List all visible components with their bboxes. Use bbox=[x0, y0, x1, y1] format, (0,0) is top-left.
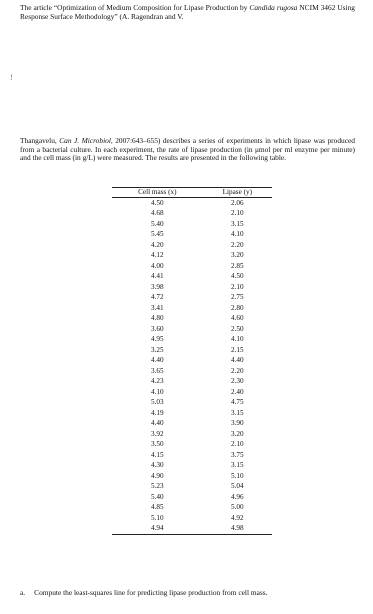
table-row bbox=[112, 429, 272, 439]
table-row bbox=[112, 292, 272, 302]
header-cell-mass: Cell mass (x) bbox=[112, 188, 203, 198]
table-row bbox=[112, 229, 272, 239]
lipase-cell: 4.60 bbox=[231, 314, 244, 323]
table-row bbox=[112, 460, 272, 470]
continued-text-a: Thangavelu, bbox=[20, 136, 60, 145]
table-row bbox=[112, 502, 272, 512]
table-header-row bbox=[112, 188, 272, 198]
lipase-cell: 2.80 bbox=[231, 303, 244, 312]
cell-mass-cell: 4.30 bbox=[151, 461, 164, 470]
table-row bbox=[112, 492, 272, 502]
cell-mass-cell: 4.72 bbox=[151, 293, 164, 302]
lipase-cell: 5.10 bbox=[231, 471, 244, 480]
question-text: Compute the least-squares line for predicting lipase production from cell mass. bbox=[34, 588, 268, 597]
cell-mass-cell: 4.80 bbox=[151, 314, 164, 323]
margin-mark: ! bbox=[10, 73, 13, 82]
table-row bbox=[112, 313, 272, 323]
lipase-cell: 4.98 bbox=[203, 523, 272, 534]
intro-text-b: NCIM 3462 Using Response Surface Methodology” (A. Ragendran and V. bbox=[20, 3, 356, 21]
lipase-cell: 2.06 bbox=[231, 199, 244, 207]
cell-mass-cell: 3.98 bbox=[151, 282, 164, 291]
table-row bbox=[112, 208, 272, 218]
table-row bbox=[112, 439, 272, 449]
table-row bbox=[112, 397, 272, 407]
lipase-cell: 2.10 bbox=[231, 209, 244, 218]
intro-paragraph bbox=[20, 4, 355, 21]
lipase-cell: 4.92 bbox=[231, 513, 244, 522]
cell-mass-cell: 4.90 bbox=[151, 471, 164, 480]
table-row bbox=[112, 219, 272, 229]
lipase-cell: 4.50 bbox=[231, 272, 244, 281]
lipase-cell: 3.15 bbox=[231, 461, 244, 470]
cell-mass-cell: 5.45 bbox=[151, 230, 164, 239]
cell-mass-cell: 3.92 bbox=[151, 429, 164, 438]
table-row bbox=[112, 198, 272, 209]
table-row bbox=[112, 334, 272, 344]
question-label: a. bbox=[20, 588, 26, 597]
cell-mass-cell: 4.00 bbox=[151, 261, 164, 270]
table-row bbox=[112, 240, 272, 250]
lipase-cell: 3.75 bbox=[231, 450, 244, 459]
header-lipase: Lipase (y) bbox=[203, 188, 272, 198]
lipase-cell: 4.10 bbox=[231, 335, 244, 344]
table-row bbox=[112, 261, 272, 271]
data-table bbox=[112, 187, 272, 535]
cell-mass-cell: 4.23 bbox=[151, 377, 164, 386]
cell-mass-cell: 3.41 bbox=[151, 303, 164, 312]
question-a bbox=[20, 588, 268, 597]
lipase-cell: 3.15 bbox=[231, 219, 244, 228]
lipase-cell: 2.10 bbox=[231, 440, 244, 449]
cell-mass-cell: 5.10 bbox=[151, 513, 164, 522]
table-body bbox=[112, 198, 272, 535]
cell-mass-cell: 4.50 bbox=[151, 199, 164, 207]
cell-mass-cell: 4.19 bbox=[151, 408, 164, 417]
cell-mass-cell: 4.10 bbox=[151, 387, 164, 396]
lipase-cell: 2.15 bbox=[231, 345, 244, 354]
species-name: Candida rugosa bbox=[249, 3, 298, 12]
table-row bbox=[112, 303, 272, 313]
table-row bbox=[112, 408, 272, 418]
continued-paragraph bbox=[20, 137, 355, 163]
cell-mass-cell: 4.41 bbox=[151, 272, 164, 281]
lipase-cell: 3.15 bbox=[231, 408, 244, 417]
lipase-cell: 2.20 bbox=[231, 366, 244, 375]
cell-mass-cell: 4.15 bbox=[151, 450, 164, 459]
cell-mass-cell: 4.95 bbox=[151, 335, 164, 344]
cell-mass-cell: 5.03 bbox=[151, 398, 164, 407]
table-row bbox=[112, 523, 272, 534]
cell-mass-cell: 5.23 bbox=[151, 482, 164, 491]
lipase-cell: 3.90 bbox=[231, 419, 244, 428]
intro-text-a: The article “Optimization of Medium Composition for Lipase Production by bbox=[20, 3, 250, 12]
table-row bbox=[112, 513, 272, 523]
table-row bbox=[112, 471, 272, 481]
table-row bbox=[112, 282, 272, 292]
lipase-cell: 2.85 bbox=[231, 261, 244, 270]
lipase-cell: 2.20 bbox=[231, 240, 244, 249]
table-row bbox=[112, 345, 272, 355]
lipase-cell: 4.75 bbox=[231, 398, 244, 407]
lipase-cell: 4.40 bbox=[231, 356, 244, 365]
table-row bbox=[112, 481, 272, 491]
table-row bbox=[112, 376, 272, 386]
cell-mass-cell: 4.94 bbox=[112, 523, 203, 534]
continued-text-b: 2007:643–655) describes a series of experiments in which lipase was produced from a bacterial culture. In each experiment, the rate of lipase production (in μmol per ml enzyme per minute) and the cell mass (in g/L) were measured. The results are presented in the following table. bbox=[20, 136, 355, 163]
lipase-cell: 4.96 bbox=[231, 492, 244, 501]
cell-mass-cell: 4.40 bbox=[151, 356, 164, 365]
cell-mass-cell: 3.60 bbox=[151, 324, 164, 333]
cell-mass-cell: 4.40 bbox=[151, 419, 164, 428]
table-row bbox=[112, 355, 272, 365]
cell-mass-cell: 3.50 bbox=[151, 440, 164, 449]
lipase-cell: 2.10 bbox=[231, 282, 244, 291]
cell-mass-cell: 4.12 bbox=[151, 251, 164, 260]
cell-mass-cell: 5.40 bbox=[151, 492, 164, 501]
lipase-cell: 3.20 bbox=[231, 429, 244, 438]
table-row bbox=[112, 324, 272, 334]
journal-name: Can J. Microbiol, bbox=[59, 136, 113, 145]
cell-mass-cell: 5.40 bbox=[151, 219, 164, 228]
table-row bbox=[112, 271, 272, 281]
table-row bbox=[112, 387, 272, 397]
cell-mass-cell: 4.85 bbox=[151, 503, 164, 512]
cell-mass-cell: 3.65 bbox=[151, 366, 164, 375]
cell-mass-cell: 4.20 bbox=[151, 240, 164, 249]
lipase-cell: 2.30 bbox=[231, 377, 244, 386]
lipase-cell: 3.20 bbox=[231, 251, 244, 260]
table-row bbox=[112, 250, 272, 260]
lipase-cell: 5.04 bbox=[231, 482, 244, 491]
cell-mass-cell: 4.68 bbox=[151, 209, 164, 218]
cell-mass-cell: 3.25 bbox=[151, 345, 164, 354]
lipase-cell: 2.40 bbox=[231, 387, 244, 396]
lipase-cell: 2.50 bbox=[231, 324, 244, 333]
lipase-cell: 4.10 bbox=[231, 230, 244, 239]
lipase-cell: 2.75 bbox=[231, 293, 244, 302]
table-row bbox=[112, 450, 272, 460]
lipase-cell: 5.00 bbox=[231, 503, 244, 512]
table-row bbox=[112, 418, 272, 428]
table-row bbox=[112, 366, 272, 376]
